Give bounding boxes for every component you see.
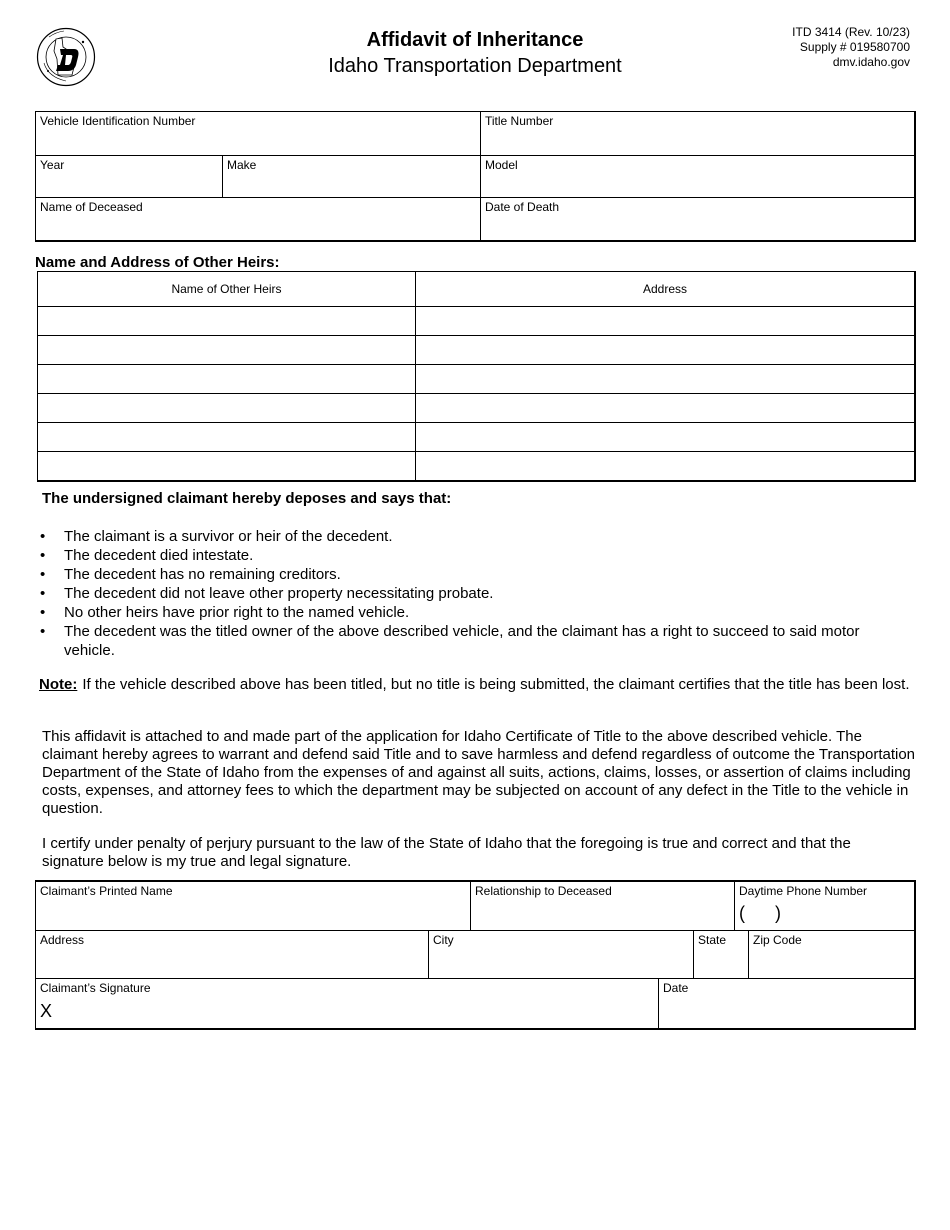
deposition-heading: The undersigned claimant hereby deposes and says that: — [42, 490, 452, 507]
list-item: • The decedent has no remaining creditors. — [40, 565, 910, 584]
list-item: • The claimant is a survivor or heir of the decedent. — [40, 527, 910, 546]
heir-name-cell[interactable] — [38, 365, 416, 394]
affidavit-paragraph: This affidavit is attached to and made part of the application for Idaho Certificate of Title to the above described vehicle. The claimant hereby agrees to warrant and defend said Title and to save harmless and defend regardless of outcome the Transportation Department of the State of Idaho from the expenses of and against all suits, actions, claims, losses, or assertion of claims including costs, expenses, and attorney fees to which the department may be subjected on account of any defect in the Title to the vehicle in question. — [42, 728, 916, 817]
phone-field[interactable] — [734, 882, 914, 930]
list-item: • The decedent died intestate. — [40, 546, 910, 565]
claimant-printed-name-label: Claimant’s Printed Name — [40, 884, 173, 898]
claimant-section — [35, 880, 916, 1030]
heir-address-cell[interactable] — [416, 452, 916, 481]
year-label: Year — [40, 158, 65, 172]
table-row — [38, 394, 916, 423]
title-number-label: Title Number — [485, 114, 554, 128]
claimant-printed-name-field[interactable] — [36, 882, 470, 930]
website: dmv.idaho.gov — [832, 55, 910, 69]
heir-address-cell[interactable] — [416, 423, 916, 452]
heir-name-cell[interactable] — [38, 307, 416, 336]
zip-code-label: Zip Code — [753, 933, 802, 947]
heir-name-cell[interactable] — [38, 423, 416, 452]
table-row — [38, 336, 916, 365]
vehicle-info-section — [35, 111, 916, 242]
heirs-heading: Name and Address of Other Heirs: — [35, 254, 280, 271]
heir-name-cell[interactable] — [38, 394, 416, 423]
date-of-death-label: Date of Death — [485, 200, 560, 214]
phone-label: Daytime Phone Number — [739, 884, 868, 898]
claimant-signature-field[interactable] — [36, 979, 658, 1030]
list-item: • The decedent did not leave other property necessitating probate. — [40, 584, 910, 603]
relationship-field[interactable] — [470, 882, 734, 930]
table-row — [38, 423, 916, 452]
heir-address-cell[interactable] — [416, 365, 916, 394]
department-name: Idaho Transportation Department — [328, 55, 622, 77]
claimant-row-3 — [36, 979, 914, 1030]
deceased-name-label: Name of Deceased — [40, 200, 143, 214]
make-label: Make — [227, 158, 257, 172]
heir-name-cell[interactable] — [38, 452, 416, 481]
heirs-name-column-header: Name of Other Heirs — [38, 272, 416, 307]
heir-name-cell[interactable] — [38, 336, 416, 365]
deposition-list — [40, 527, 910, 660]
note-text: If the vehicle described above has been titled, but no title is being submitted, the claimant certifies that the title has been lost. — [82, 676, 910, 693]
certification-paragraph: I certify under penalty of perjury pursuant to the law of the State of Idaho that the foregoing is true and correct and that the signature below is my true and legal signature. — [42, 835, 851, 870]
note-label: Note: — [39, 676, 78, 693]
list-item: • No other heirs have prior right to the named vehicle. — [40, 603, 910, 622]
vin-label: Vehicle Identification Number — [40, 114, 196, 128]
claimant-address-field[interactable] — [36, 931, 428, 978]
claimant-row-1 — [36, 882, 914, 931]
supply-number: Supply # 019580700 — [799, 40, 910, 54]
heir-address-cell[interactable] — [416, 394, 916, 423]
deceased-name-field[interactable] — [36, 198, 480, 241]
form-title: Affidavit of Inheritance — [366, 29, 584, 51]
signature-x-mark: X — [40, 1001, 53, 1021]
heirs-address-column-header: Address — [416, 272, 916, 307]
heir-address-cell[interactable] — [416, 336, 916, 365]
year-field[interactable] — [36, 156, 222, 197]
make-field[interactable] — [222, 156, 480, 197]
title-number-field[interactable] — [480, 112, 914, 155]
table-row — [38, 307, 916, 336]
vehicle-row-1 — [36, 112, 914, 156]
model-field[interactable] — [480, 156, 914, 197]
relationship-label: Relationship to Deceased — [475, 884, 612, 898]
vin-field[interactable] — [36, 112, 480, 155]
form-identifier-block — [792, 25, 910, 70]
vehicle-row-2 — [36, 156, 914, 198]
vehicle-row-3 — [36, 198, 914, 241]
phone-area-code-parens: ( ) — [739, 903, 781, 923]
state-field[interactable] — [693, 931, 748, 978]
heirs-header-row — [38, 272, 916, 307]
state-label: State — [698, 933, 727, 947]
list-item: • The decedent was the titled owner of the above described vehicle, and the claimant has a right to succeed to said motor vehicle. — [40, 622, 910, 660]
heirs-table — [37, 271, 916, 482]
model-label: Model — [485, 158, 518, 172]
city-label: City — [433, 933, 454, 947]
date-of-death-field[interactable] — [480, 198, 914, 241]
form-number: ITD 3414 (Rev. 10/23) — [792, 25, 910, 39]
claimant-address-label: Address — [40, 933, 85, 947]
claimant-row-2 — [36, 931, 914, 979]
zip-code-field[interactable] — [748, 931, 914, 978]
signature-date-field[interactable] — [658, 979, 914, 1030]
table-row — [38, 365, 916, 394]
signature-date-label: Date — [663, 981, 689, 995]
city-field[interactable] — [428, 931, 693, 978]
table-row — [38, 452, 916, 481]
claimant-signature-label: Claimant’s Signature — [40, 981, 151, 995]
heir-address-cell[interactable] — [416, 307, 916, 336]
note-block — [39, 676, 914, 694]
